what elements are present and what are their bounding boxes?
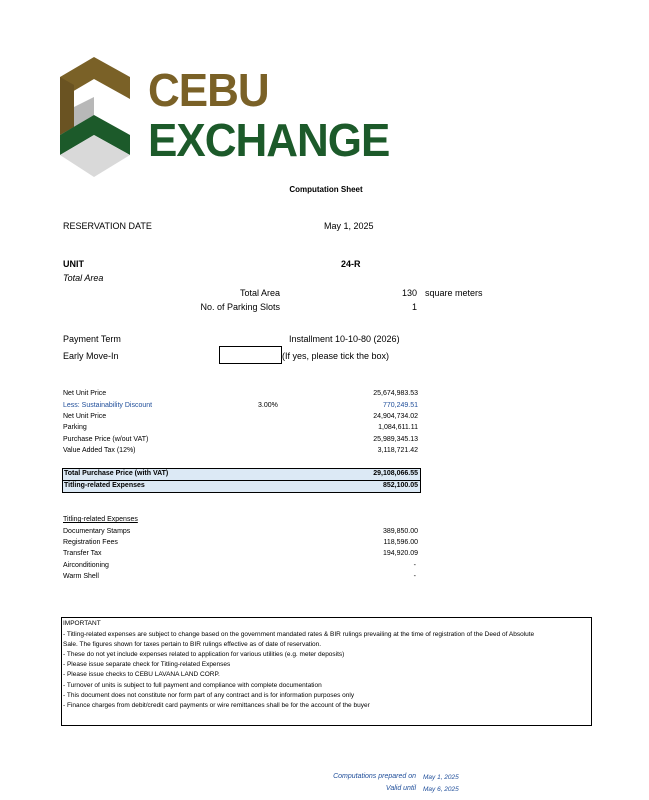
total-area-value: 130 <box>401 288 417 298</box>
parking-slots-label: No. of Parking Slots <box>200 302 280 312</box>
early-move-in-note: (If yes, please tick the box) <box>282 351 390 361</box>
total-purchase-price-value: 29,108,066.55 <box>373 470 418 477</box>
pricing-row-value: 25,989,345.13 <box>373 436 418 443</box>
pricing-row-label: Parking <box>63 424 87 431</box>
important-line: - Turnover of units is subject to full payment and compliance with complete documentation <box>63 682 322 689</box>
important-line: - Titling-related expenses are subject to change based on the government mandated rates & BIR rulings prevailing at the time of registration of the Deed of Absolute <box>63 631 535 638</box>
important-line: - Please issue separate check for Titling-related Expenses <box>63 661 231 668</box>
total-area-unit: square meters <box>425 288 483 298</box>
page-title: Computation Sheet <box>289 185 363 194</box>
pricing-row-label: Net Unit Price <box>63 390 107 397</box>
totals-divider <box>62 480 420 481</box>
early-move-in-label: Early Move-In <box>63 351 119 361</box>
pricing-row-label: Purchase Price (w/out VAT) <box>63 436 149 443</box>
payment-term-label: Payment Term <box>63 334 121 344</box>
important-line: - Please issue checks to CEBU LAVANA LAND CORP. <box>63 671 220 678</box>
pricing-row-value: 770,249.51 <box>382 402 418 409</box>
titling-expenses-total-value: 852,100.05 <box>382 482 418 489</box>
total-area-label: Total Area <box>239 288 280 298</box>
total-purchase-price-label: Total Purchase Price (with VAT) <box>64 470 169 477</box>
valid-until-label: Valid until <box>385 785 416 792</box>
unit-value: 24-R <box>341 259 361 269</box>
titling-item-label: Documentary Stamps <box>63 528 131 535</box>
payment-term-value: Installment 10-10-80 (2026) <box>289 334 400 344</box>
pricing-row-label: Value Added Tax (12%) <box>63 447 136 454</box>
titling-item-label: Registration Fees <box>63 539 118 546</box>
reservation-date-label: RESERVATION DATE <box>63 221 152 231</box>
pricing-row-value: 24,904,734.02 <box>373 413 418 420</box>
early-move-in-checkbox[interactable] <box>219 346 282 364</box>
important-line: - This document does not constitute nor form part of any contract and is for information purposes only <box>63 692 355 699</box>
important-line: - Finance charges from debit/credit card payments or wire remittances shall be for the account of the buyer <box>63 702 370 709</box>
titling-item-value: 194,920.09 <box>382 550 418 557</box>
parking-slots-value: 1 <box>411 302 417 312</box>
pricing-row-value: 1,084,611.11 <box>378 424 418 431</box>
titling-item-label: Warm Shell <box>63 573 99 580</box>
logo-text-exchange: EXCHANGE <box>148 115 390 167</box>
important-line: - These do not yet include expenses related to application for various utilities (e.g. meter deposits) <box>63 651 345 658</box>
reservation-date-value: May 1, 2025 <box>324 221 374 231</box>
titling-heading: Titling-related Expenses <box>63 516 138 523</box>
valid-until-value: May 6, 2025 <box>423 786 459 793</box>
important-heading: IMPORTANT <box>63 620 101 627</box>
titling-item-label: Transfer Tax <box>63 550 102 557</box>
pricing-row-value: 25,674,983.53 <box>373 390 418 397</box>
important-line: Sale. The figures shown for taxes pertain to BIR rulings effective as of date of reservation. <box>63 641 322 648</box>
cebu-exchange-logo-icon <box>60 57 132 177</box>
titling-item-value: - <box>413 562 416 569</box>
titling-item-label: Airconditioning <box>63 562 109 569</box>
titling-item-value: 389,850.00 <box>382 528 418 535</box>
logo-text-cebu: CEBU <box>148 65 269 117</box>
unit-label: UNIT <box>63 259 84 269</box>
titling-expenses-total-label: Titling-related Expenses <box>64 482 145 489</box>
pricing-row-label: Net Unit Price <box>63 413 107 420</box>
total-area-subheading: Total Area <box>63 273 104 283</box>
prepared-on-value: May 1, 2025 <box>423 774 459 781</box>
pricing-row-percent: 3.00% <box>258 402 278 409</box>
pricing-row-label: Less: Sustainability Discount <box>63 402 153 409</box>
titling-item-value: 118,596.00 <box>383 539 418 546</box>
pricing-row-value: 3,118,721.42 <box>377 447 418 454</box>
titling-item-value: - <box>413 573 416 580</box>
prepared-on-label: Computations prepared on <box>333 773 416 780</box>
